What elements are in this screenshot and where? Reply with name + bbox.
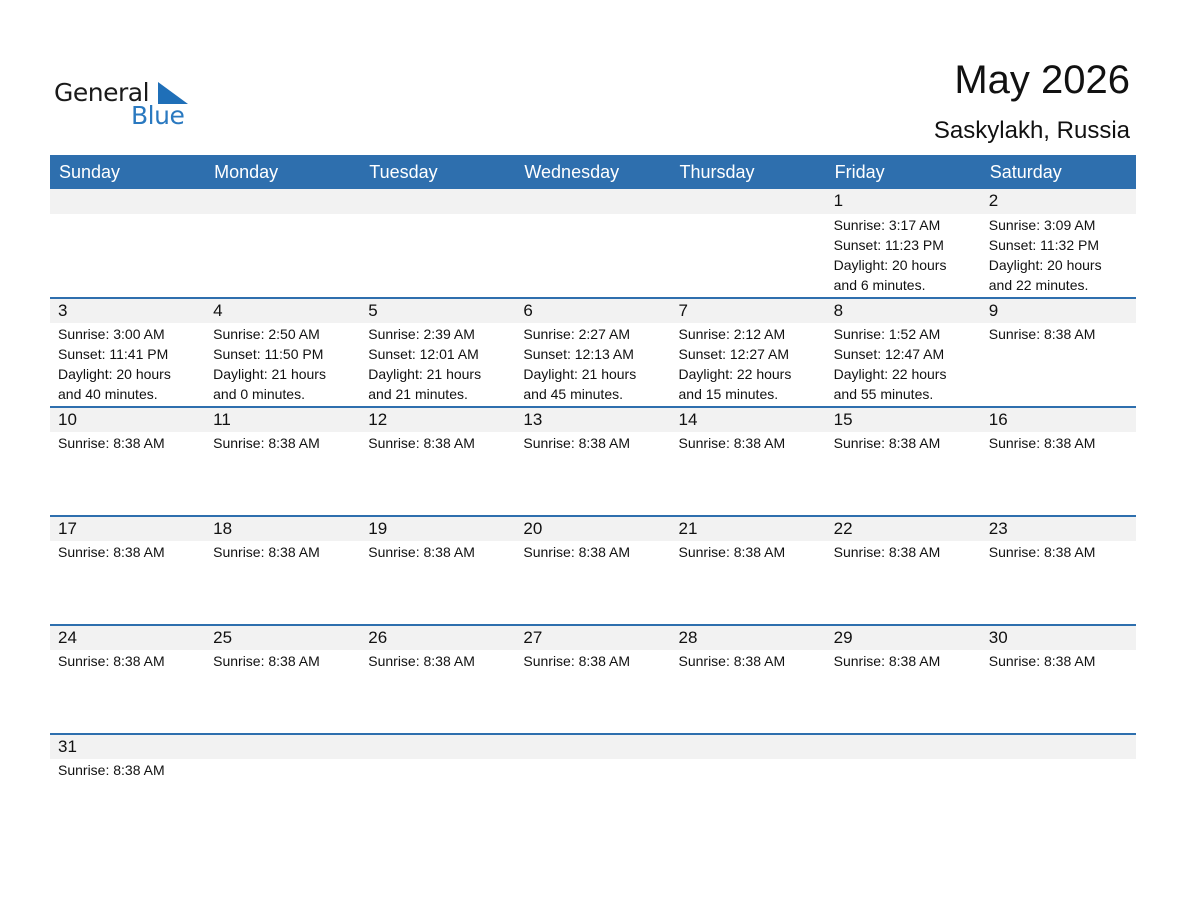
sun-info	[58, 760, 165, 780]
weekday-friday: Friday	[834, 162, 885, 182]
weekday-tuesday: Tuesday	[369, 162, 438, 182]
sun-info	[213, 542, 320, 562]
sun-info	[368, 651, 475, 671]
sun-info	[213, 651, 320, 671]
day-number: 24	[58, 628, 77, 647]
sun-info	[368, 542, 475, 562]
sunrise-text: Sunrise: 8:38 AM	[523, 653, 630, 669]
day-number: 27	[523, 628, 543, 647]
day-cell	[205, 624, 360, 733]
sunrise-text: Sunrise: 8:38 AM	[678, 544, 786, 560]
sun-info	[213, 324, 326, 404]
page-title: May 2026	[954, 58, 1130, 102]
sunrise-text: Sunrise: 3:00 AM	[58, 326, 165, 342]
sunrise-text: Sunrise: 8:38 AM	[523, 435, 630, 451]
empty-day-cell	[360, 733, 515, 842]
sun-info	[834, 324, 947, 404]
sunrise-text: Sunrise: 8:38 AM	[833, 544, 941, 560]
day-cell	[981, 624, 1136, 733]
day-number: 12	[368, 410, 388, 429]
weekday-wednesday: Wednesday	[524, 162, 620, 182]
day-number: 31	[58, 737, 77, 756]
day-cell	[826, 406, 981, 515]
sun-info	[989, 433, 1096, 453]
day-number: 14	[678, 410, 698, 429]
sun-info	[523, 542, 630, 562]
sun-info	[679, 324, 792, 404]
sunrise-text: Sunrise: 8:38 AM	[368, 435, 475, 451]
daylight-minutes-text: and 40 minutes.	[58, 386, 158, 402]
day-cell	[826, 515, 981, 624]
sunset-text: Sunset: 12:47 AM	[833, 346, 945, 362]
day-number: 30	[988, 628, 1008, 647]
sunrise-text: Sunrise: 1:52 AM	[833, 326, 941, 342]
sun-info	[834, 215, 947, 295]
sunrise-text: Sunrise: 8:38 AM	[58, 544, 165, 560]
empty-day-cell	[50, 189, 205, 297]
empty-day-cell	[360, 189, 515, 297]
day-cell	[360, 624, 515, 733]
day-number: 9	[988, 301, 999, 320]
daylight-minutes-text: and 22 minutes.	[988, 277, 1089, 293]
day-number: 21	[678, 519, 698, 538]
sunrise-text: Sunrise: 8:38 AM	[368, 653, 475, 669]
empty-day-cell	[671, 189, 826, 297]
weeks-container	[50, 189, 1136, 842]
day-cell	[981, 515, 1136, 624]
sun-info	[58, 542, 165, 562]
day-cell	[360, 406, 515, 515]
day-cell	[981, 297, 1136, 406]
day-cell	[50, 515, 205, 624]
sun-info	[58, 324, 171, 404]
day-number: 4	[213, 301, 223, 320]
day-cell	[515, 406, 670, 515]
sunrise-text: Sunrise: 8:38 AM	[988, 435, 1096, 451]
sunset-text: Sunset: 12:27 AM	[678, 346, 790, 362]
day-cell	[360, 297, 515, 406]
day-number: 23	[988, 519, 1008, 538]
sunrise-text: Sunrise: 8:38 AM	[58, 653, 165, 669]
empty-day-cell	[826, 733, 981, 842]
daylight-minutes-text: and 0 minutes.	[213, 386, 305, 402]
day-number: 3	[58, 301, 68, 320]
day-number: 19	[368, 519, 388, 538]
sunset-text: Sunset: 11:41 PM	[58, 346, 169, 362]
day-cell	[671, 515, 826, 624]
sunrise-text: Sunrise: 8:38 AM	[988, 326, 1096, 342]
sunset-text: Sunset: 12:13 AM	[523, 346, 634, 362]
day-cell	[50, 733, 205, 842]
calendar	[50, 155, 1136, 842]
day-number: 15	[833, 410, 853, 429]
day-number: 29	[833, 628, 853, 647]
weekday-sunday: Sunday	[59, 162, 121, 182]
sunrise-text: Sunrise: 8:38 AM	[523, 544, 630, 560]
day-number: 8	[833, 301, 844, 320]
sun-info	[523, 324, 636, 404]
sunrise-text: Sunrise: 3:17 AM	[833, 217, 941, 233]
day-number: 22	[833, 519, 853, 538]
sunrise-text: Sunrise: 2:50 AM	[213, 326, 320, 342]
week-row	[50, 515, 1136, 624]
day-number: 18	[213, 519, 233, 538]
day-cell	[826, 297, 981, 406]
sunrise-text: Sunrise: 2:12 AM	[678, 326, 786, 342]
day-cell	[515, 297, 670, 406]
empty-day-cell	[515, 189, 670, 297]
sun-info	[679, 651, 786, 671]
week-row	[50, 733, 1136, 842]
sunrise-text: Sunrise: 8:38 AM	[213, 653, 320, 669]
daylight-text: Daylight: 21 hours	[368, 366, 482, 382]
sun-info	[368, 324, 481, 404]
day-cell	[981, 189, 1136, 297]
sun-info	[989, 324, 1096, 344]
day-cell	[360, 515, 515, 624]
sun-info	[58, 651, 165, 671]
daylight-minutes-text: and 21 minutes.	[368, 386, 468, 402]
day-number: 2	[988, 191, 999, 210]
logo-text-blue: Blue	[131, 101, 185, 130]
sunrise-text: Sunrise: 8:38 AM	[368, 544, 475, 560]
day-cell	[50, 406, 205, 515]
empty-day-cell	[671, 733, 826, 842]
empty-day-cell	[205, 733, 360, 842]
weekday-thursday: Thursday	[679, 162, 755, 182]
day-number: 13	[523, 410, 543, 429]
sun-info	[679, 542, 786, 562]
empty-day-cell	[205, 189, 360, 297]
day-number: 26	[368, 628, 388, 647]
day-number: 17	[58, 519, 77, 538]
daylight-text: Daylight: 20 hours	[833, 257, 947, 273]
sun-info	[58, 433, 165, 453]
sunrise-text: Sunrise: 8:38 AM	[58, 762, 165, 778]
logo-text-general: General	[54, 78, 150, 107]
day-cell	[826, 189, 981, 297]
sunset-text: Sunset: 11:23 PM	[833, 237, 944, 253]
sun-info	[989, 215, 1102, 295]
week-row	[50, 189, 1136, 297]
sunrise-text: Sunrise: 8:38 AM	[213, 435, 320, 451]
sun-info	[368, 433, 475, 453]
day-cell	[671, 624, 826, 733]
sun-info	[989, 651, 1096, 671]
day-cell	[671, 297, 826, 406]
day-number: 28	[678, 628, 698, 647]
daylight-minutes-text: and 55 minutes.	[833, 386, 934, 402]
daylight-minutes-text: and 45 minutes.	[523, 386, 623, 402]
sunset-text: Sunset: 11:32 PM	[988, 237, 1099, 253]
weekday-saturday: Saturday	[989, 162, 1062, 182]
sunrise-text: Sunrise: 8:38 AM	[988, 653, 1096, 669]
sunrise-text: Sunrise: 8:38 AM	[833, 435, 941, 451]
sunrise-text: Sunrise: 2:39 AM	[368, 326, 475, 342]
day-cell	[205, 515, 360, 624]
sunrise-text: Sunrise: 8:38 AM	[988, 544, 1096, 560]
sun-info	[523, 433, 630, 453]
weekday-header	[50, 155, 1136, 189]
day-cell	[981, 406, 1136, 515]
empty-day-cell	[515, 733, 670, 842]
sunrise-text: Sunrise: 8:38 AM	[678, 435, 786, 451]
weekday-monday: Monday	[214, 162, 279, 182]
sunrise-text: Sunrise: 3:09 AM	[988, 217, 1096, 233]
sunrise-text: Sunrise: 2:27 AM	[523, 326, 630, 342]
daylight-text: Daylight: 20 hours	[58, 366, 171, 382]
sun-info	[523, 651, 630, 671]
daylight-text: Daylight: 22 hours	[678, 366, 792, 382]
sunset-text: Sunset: 12:01 AM	[368, 346, 479, 362]
sun-info	[834, 433, 941, 453]
daylight-minutes-text: and 6 minutes.	[833, 277, 926, 293]
sunrise-text: Sunrise: 8:38 AM	[213, 544, 320, 560]
daylight-text: Daylight: 21 hours	[523, 366, 637, 382]
empty-day-cell	[981, 733, 1136, 842]
location-subtitle: Saskylakh, Russia	[933, 117, 1130, 144]
day-number: 11	[213, 410, 231, 429]
daylight-text: Daylight: 22 hours	[833, 366, 947, 382]
day-number: 5	[368, 301, 378, 320]
day-number: 1	[833, 191, 844, 210]
generalblue-logo	[54, 76, 194, 132]
week-row	[50, 406, 1136, 515]
daylight-text: Daylight: 21 hours	[213, 366, 326, 382]
daylight-minutes-text: and 15 minutes.	[678, 386, 779, 402]
day-number: 6	[523, 301, 533, 320]
sunrise-text: Sunrise: 8:38 AM	[678, 653, 786, 669]
sunrise-text: Sunrise: 8:38 AM	[58, 435, 165, 451]
week-row	[50, 297, 1136, 406]
day-number: 20	[523, 519, 543, 538]
day-cell	[671, 406, 826, 515]
sun-info	[989, 542, 1096, 562]
day-number: 16	[988, 410, 1008, 429]
day-cell	[826, 624, 981, 733]
week-row	[50, 624, 1136, 733]
sun-info	[679, 433, 786, 453]
day-cell	[515, 515, 670, 624]
day-number: 10	[58, 410, 77, 429]
day-cell	[205, 406, 360, 515]
sunrise-text: Sunrise: 8:38 AM	[833, 653, 941, 669]
day-cell	[205, 297, 360, 406]
sunset-text: Sunset: 11:50 PM	[213, 346, 324, 362]
sun-info	[213, 433, 320, 453]
day-cell	[50, 297, 205, 406]
sun-info	[834, 651, 941, 671]
day-number: 7	[678, 301, 688, 320]
day-cell	[515, 624, 670, 733]
sun-info	[834, 542, 941, 562]
daylight-text: Daylight: 20 hours	[988, 257, 1102, 273]
day-cell	[50, 624, 205, 733]
day-number: 25	[213, 628, 233, 647]
